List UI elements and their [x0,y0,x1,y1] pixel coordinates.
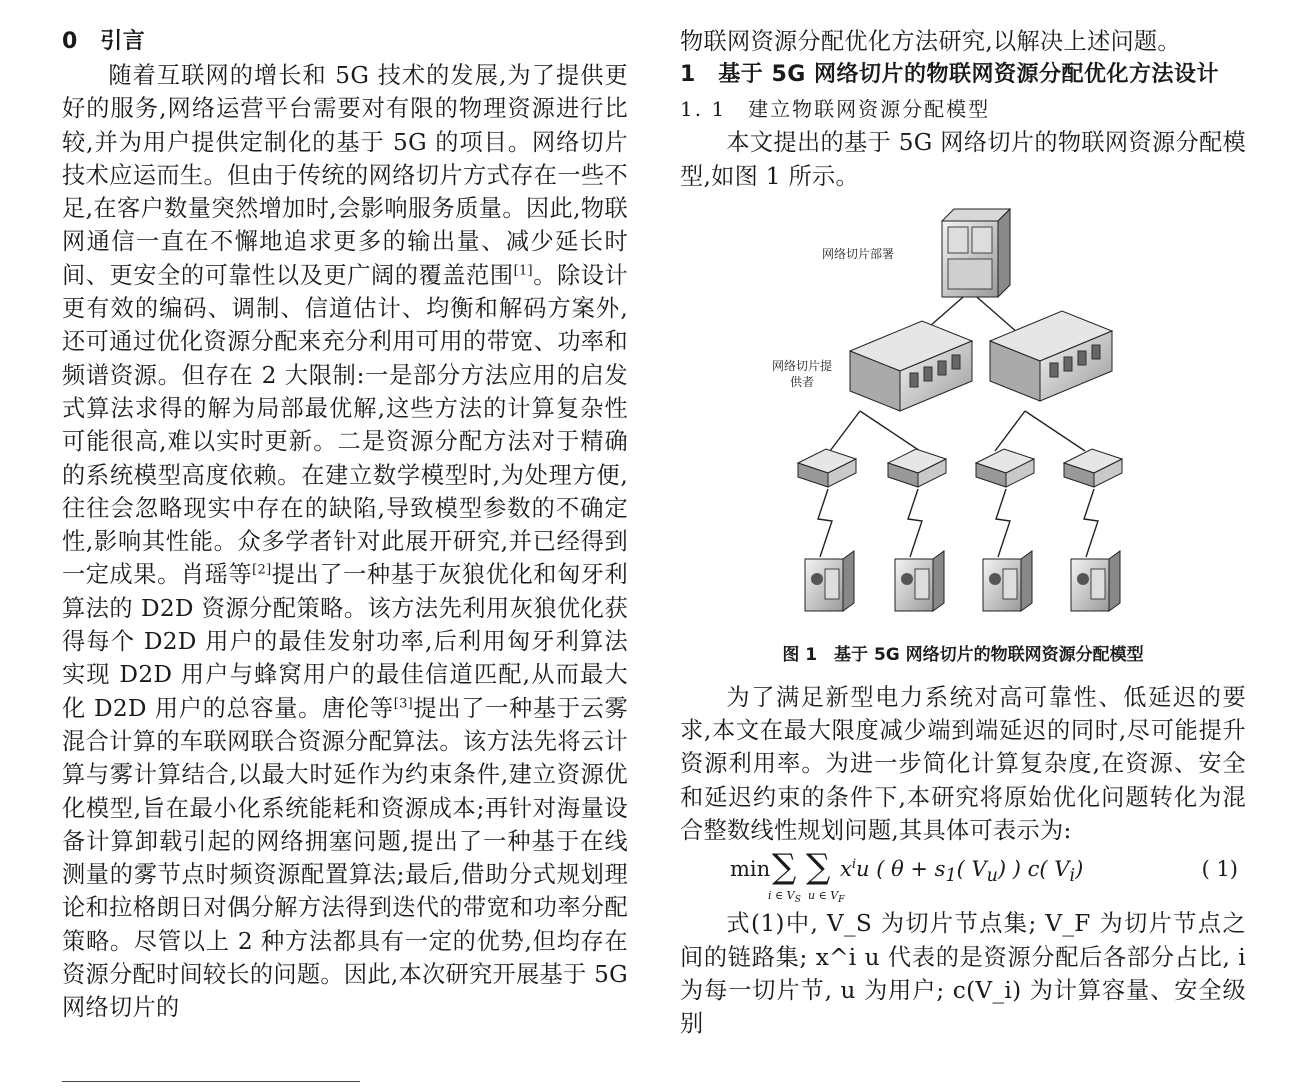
eq-number: ( 1) [1201,857,1238,882]
citation-3: [3] [393,695,414,711]
eq-sub-2 [808,889,845,905]
eq-vi-sub: i [1069,866,1076,887]
terminal-icon [1071,551,1120,611]
router-icon [798,449,856,487]
eq-sub-1 [768,889,801,905]
citation-2: [2] [252,562,272,578]
eq-sub-1-s: S [794,894,801,906]
figure-intro-paragraph: 本文提出的基于 5G 网络切片的物联网资源分配模型,如图 1 所示。 [680,129,1246,190]
equation-1 [680,849,1246,907]
section-1-heading: 1 基于 5G 网络切片的物联网资源分配优化方法设计 [680,62,1219,88]
section-1-1-heading: 1. 1 建立物联网资源分配模型 [680,97,991,122]
router-icon [1064,449,1122,487]
terminal-devices [805,551,1120,611]
citation-1: [1] [513,263,533,279]
eq-s-sub: 1 [945,866,957,887]
para-text-3: 提出了一种基于灰狼优化和匈牙利算法的 D2D 资源分配策略。该方法先利用灰狼优化获得每个 D2D 用户的最佳发射功率,后利用匈牙利算法实现 D2D 用户与蜂窝用户的最佳信道匹配,从而最大化 D2D 用户的总容量。唐伦等 [62,561,629,722]
eq-sub-2-s: F [838,894,845,906]
label-slice-deploy: 网络切片部署 [822,246,895,261]
eq-x: x [840,857,852,882]
eq-sum-2: ∑ [806,847,831,888]
eq-sum-1: ∑ [772,847,797,888]
router-icon [976,449,1034,487]
eq-sub-2-text: u ∈ V [808,889,839,903]
eq-sub-1-text: i ∈ V [768,889,795,903]
para-text-4: 提出了一种基于云雾混合计算的车联网联合资源分配算法。该方法先将云计算与雾计算结合,以最大时延作为约束条件,建立资源优化模型,旨在最小化系统能耗和资源成本;再针对海量设备计算卸载引起的网络拥塞问题,提出了一种基于在线测量的雾节点时频资源配置算法;最后,借助分式规划理论和拉格朗日对偶分解方法得到迭代的带宽和功率分配策略。尽管以上 2 种方法都具有一定的优势,但均存在资源分配时间较长的问题。因此,本次研究开展基于 5G 网络切片的 [62,694,628,1022]
eq-body [840,857,1083,886]
terminal-icon [983,551,1032,611]
left-column [62,0,628,1025]
definition-paragraph: 式(1)中, V_S 为切片节点集; V_F 为切片节点之间的链路集; x^i u 代表的是资源分配后各部分占比, i 为每一切片节, u 为用户; c(V_i) 为计算容量、安全级别 [680,910,1246,1038]
terminal-icon [895,551,944,611]
label-slice-provider-1: 网络切片提 [772,358,833,373]
network-slicing-diagram [680,201,1246,641]
eq-part-4: ) [1075,857,1084,882]
label-slice-provider-2: 供者 [790,374,815,389]
right-column [680,0,1246,1041]
para-text-1: 随着互联网的增长和 5G 技术的发展,为了提供更好的服务,网络运营平台需要对有限的物理资源进行比较,并为用户提供定制化的基于 5G 的项目。网络切片技术应运而生。但由于传统的网络切片方式存在一些不足,在客户数量突然增加时,会影响服务质量。因此,物联网通信一直在不懈地追求更多的输出量、减少延长时间、更安全的可靠性以及更广阔的覆盖范围 [62,62,628,289]
footnote-divider [62,1081,360,1082]
eq-part-1: u ( θ + s [856,857,946,882]
eq-x-sup: i [851,857,857,873]
figure-1-caption: 图 1 基于 5G 网络切片的物联网资源分配模型 [782,644,1144,665]
intro-paragraph [62,59,628,1025]
eq-min: min [730,857,771,882]
model-paragraph: 为了满足新型电力系统对高可靠性、低延迟的要求,本文在最大限度减少端到端延迟的同时,尽可能提升资源利用率。为进一步简化计算复杂度,在资源、安全和延迟约束的条件下,本研究将原始优化问题转化为混合整数线性规划问题,其具体可表示为: [680,683,1246,845]
eq-vu-sub: u [986,866,998,887]
terminal-icon [805,551,854,611]
router-icons [798,449,1122,487]
router-icon [888,449,946,487]
provider-switch-left-icon [850,321,972,411]
wireless-links [818,489,1098,557]
deploy-server-icon [942,209,1010,297]
eq-part-3: ) ) c( V [997,857,1070,882]
continuation-text: 物联网资源分配优化方法研究,以解决上述问题。 [680,28,1181,55]
eq-part-2: ( V [956,857,987,882]
section-0-heading: 0 引言 [62,29,146,54]
figure-1 [680,201,1246,641]
para-text-2: 。除设计更有效的编码、调制、信道估计、均衡和解码方案外,还可通过优化资源分配来充分利用可用的带宽、功率和频谱资源。但存在 2 大限制:一是部分方法应用的启发式算法求得的解为局部最优解,这些方法的计算复杂性可能很高,难以实时更新。二是资源分配方法对于精确的系统模型高度依赖。在建立数学模型时,为处理方便,往往会忽略现实中存在的缺陷,导致模型参数的不确定性,影响其性能。众多学者针对此展开研究,并已经得到一定成果。肖瑶等 [62,261,628,589]
